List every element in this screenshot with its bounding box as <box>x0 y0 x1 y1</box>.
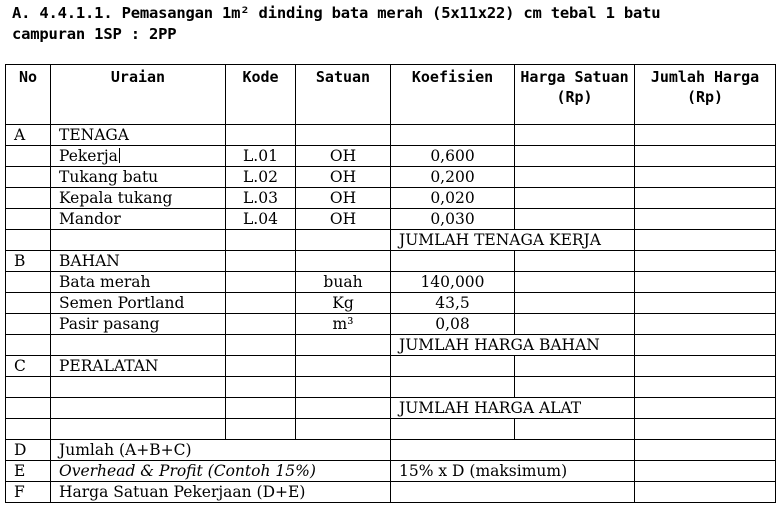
table-row <box>6 293 776 314</box>
section-f-row <box>6 482 776 503</box>
header-kode: Kode <box>226 65 296 125</box>
kode-cell: L.03 <box>226 188 296 209</box>
kode-cell: L.01 <box>226 146 296 167</box>
summary-label: Jumlah (A+B+C) <box>51 440 391 461</box>
koefisien-cell: 0,020 <box>391 188 515 209</box>
koefisien-cell: 0,08 <box>391 314 515 335</box>
section-label: BAHAN <box>51 251 226 272</box>
section-a-row <box>6 125 776 146</box>
satuan-cell: OH <box>296 188 391 209</box>
empty-row <box>6 419 776 440</box>
uraian-text: Pekerja <box>59 147 118 165</box>
uraian-cell[interactable] <box>51 146 226 167</box>
koefisien-cell: 140,000 <box>391 272 515 293</box>
satuan-cell: Kg <box>296 293 391 314</box>
table-row <box>6 146 776 167</box>
header-harga-satuan: Harga Satuan (Rp) <box>515 65 635 125</box>
subtotal-row <box>6 335 776 356</box>
uraian-cell: Kepala tukang <box>51 188 226 209</box>
unit-price-analysis-table <box>5 64 776 503</box>
title-line-2: campuran 1SP : 2PP <box>12 25 177 43</box>
header-uraian: Uraian <box>51 65 226 125</box>
kode-cell: L.02 <box>226 167 296 188</box>
section-b-row <box>6 251 776 272</box>
subtotal-row <box>6 398 776 419</box>
satuan-cell: OH <box>296 167 391 188</box>
koefisien-cell: 0,200 <box>391 167 515 188</box>
header-no: No <box>6 65 51 125</box>
header-satuan: Satuan <box>296 65 391 125</box>
satuan-cell: buah <box>296 272 391 293</box>
koefisien-cell: 0,600 <box>391 146 515 167</box>
table-row <box>6 167 776 188</box>
header-koefisien: Koefisien <box>391 65 515 125</box>
section-c-row <box>6 356 776 377</box>
subtotal-label: JUMLAH HARGA ALAT <box>391 398 635 419</box>
koefisien-cell: 0,030 <box>391 209 515 230</box>
section-label: PERALATAN <box>51 356 226 377</box>
row-no: A <box>6 125 51 146</box>
header-jumlah-harga: Jumlah Harga (Rp) <box>635 65 776 125</box>
kode-cell: L.04 <box>226 209 296 230</box>
row-no: D <box>6 440 51 461</box>
uraian-cell: Bata merah <box>51 272 226 293</box>
section-e-row <box>6 461 776 482</box>
row-no: B <box>6 251 51 272</box>
subtotal-label: JUMLAH TENAGA KERJA <box>391 230 635 251</box>
title-line-1: A. 4.4.1.1. Pemasangan 1m² dinding bata merah (5x11x22) cm tebal 1 batu <box>12 4 661 22</box>
empty-row <box>6 377 776 398</box>
table-row <box>6 314 776 335</box>
satuan-cell: OH <box>296 209 391 230</box>
summary-label: Harga Satuan Pekerjaan (D+E) <box>51 482 391 503</box>
table-row <box>6 188 776 209</box>
overhead-formula: 15% x D (maksimum) <box>391 461 635 482</box>
satuan-cell: m³ <box>296 314 391 335</box>
header-row <box>6 65 776 125</box>
row-no: F <box>6 482 51 503</box>
uraian-cell: Pasir pasang <box>51 314 226 335</box>
summary-label: Overhead & Profit (Contoh 15%) <box>51 461 391 482</box>
table-row <box>6 209 776 230</box>
document-title <box>12 3 772 45</box>
subtotal-label: JUMLAH HARGA BAHAN <box>391 335 635 356</box>
koefisien-cell: 43,5 <box>391 293 515 314</box>
uraian-cell: Tukang batu <box>51 167 226 188</box>
section-label: TENAGA <box>51 125 226 146</box>
uraian-cell: Mandor <box>51 209 226 230</box>
section-d-row <box>6 440 776 461</box>
row-no: C <box>6 356 51 377</box>
row-no: E <box>6 461 51 482</box>
subtotal-row <box>6 230 776 251</box>
uraian-cell: Semen Portland <box>51 293 226 314</box>
table-row <box>6 272 776 293</box>
satuan-cell: OH <box>296 146 391 167</box>
text-cursor <box>119 148 120 163</box>
